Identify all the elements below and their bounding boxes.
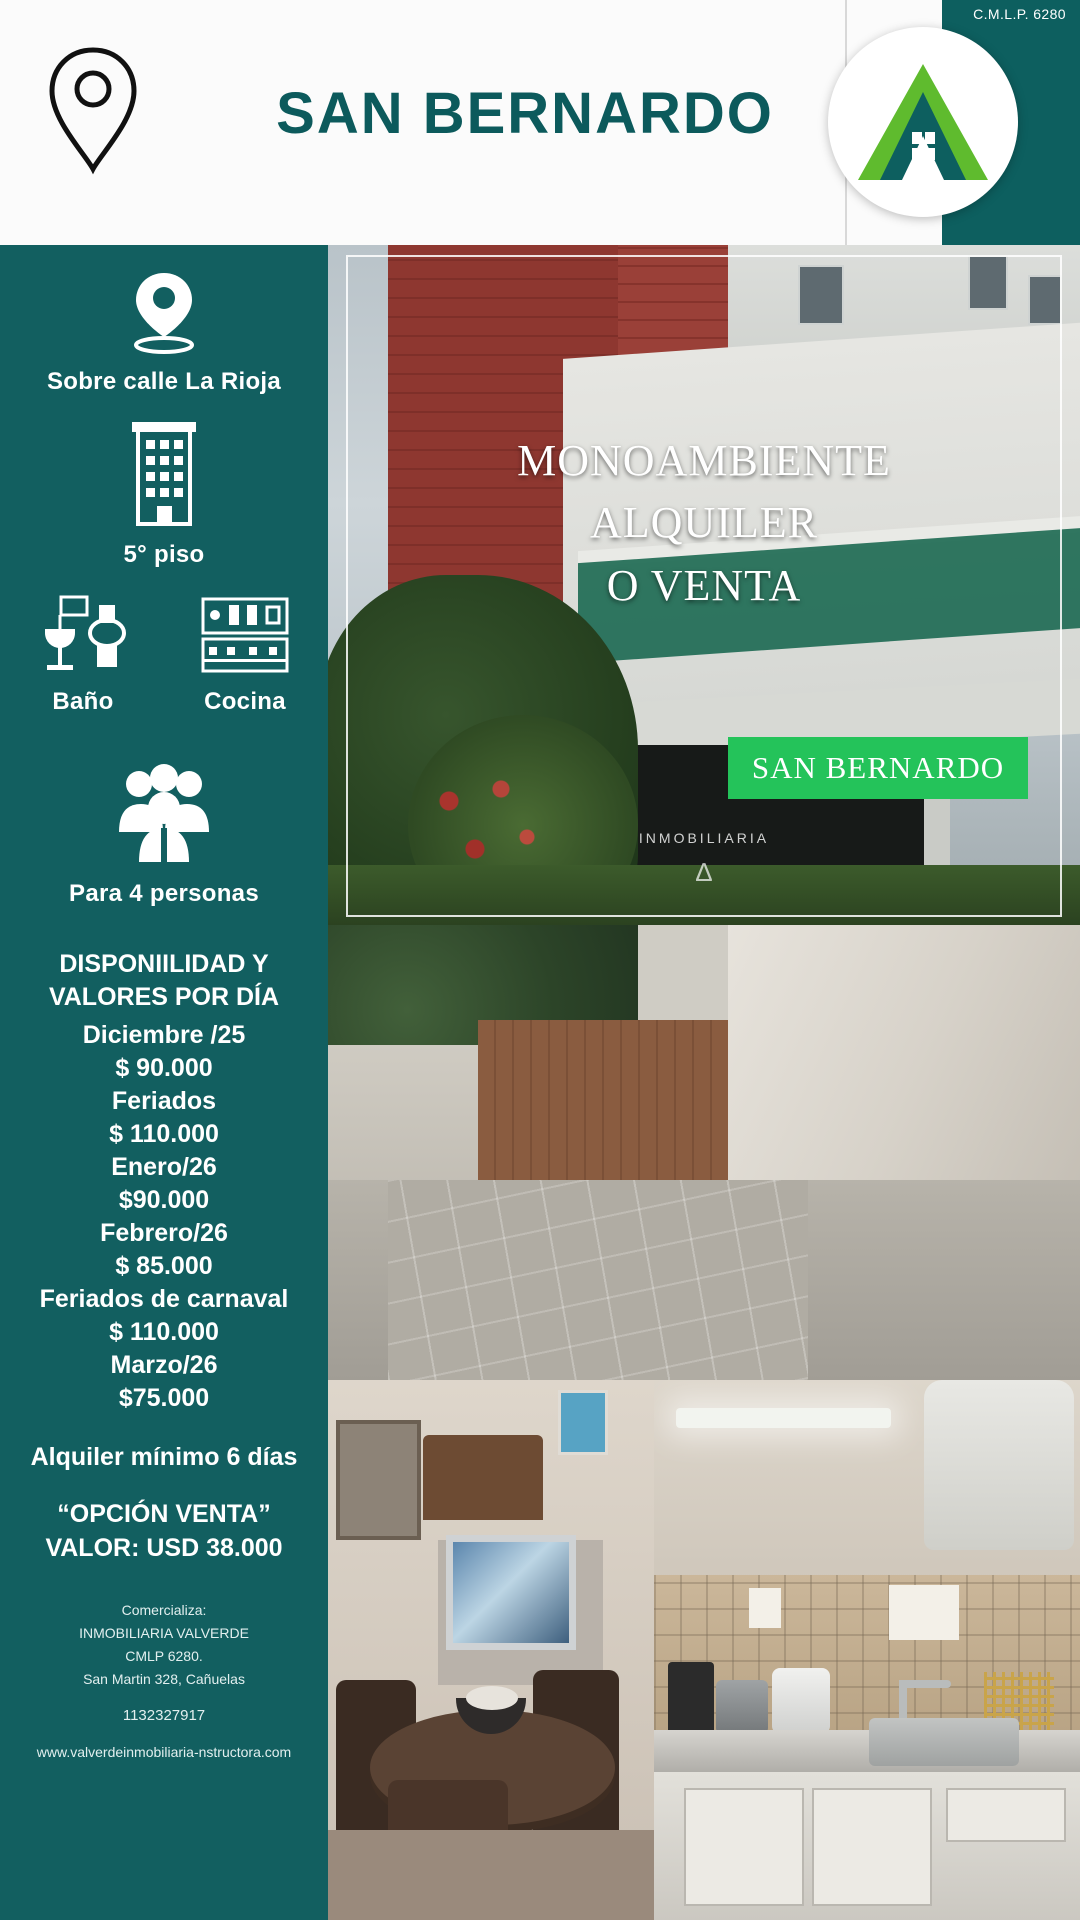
caption-line-1: MONOAMBIENTE (517, 436, 891, 485)
agency-footer (0, 1599, 328, 1691)
sink (869, 1718, 1019, 1766)
sale-option-label: “OPCIÓN VENTA” (57, 1500, 271, 1528)
feature-capacity (0, 762, 328, 908)
price-line: Febrero/26 (100, 1219, 228, 1247)
feature-bathroom-label: Baño (52, 688, 114, 715)
price-line: $ 110.000 (109, 1120, 219, 1148)
location-pin-icon (38, 42, 148, 177)
location-pin-icon (0, 267, 328, 360)
price-line: Diciembre /25 (82, 1021, 246, 1049)
main-caption (328, 430, 1080, 617)
footer-line-3: CMLP 6280. (125, 1647, 203, 1664)
cabinet-door (812, 1788, 932, 1906)
footer-line-4: San Martin 328, Cañuelas (83, 1671, 245, 1688)
contact-phone[interactable]: 1132327917 (122, 1707, 206, 1725)
price-line: $75.000 (118, 1384, 210, 1412)
mirror (336, 1420, 421, 1540)
sale-value-label: VALOR: USD 38.000 (45, 1533, 283, 1562)
caption-line-3: O VENTA (606, 560, 802, 610)
minimum-stay-label: Alquiler mínimo 6 días (30, 1443, 298, 1471)
caption-line-2: ALQUILER (590, 498, 818, 548)
kettle (772, 1668, 830, 1734)
tv-screen (453, 1542, 569, 1643)
price-line: Feriados (111, 1087, 217, 1115)
price-list (0, 1019, 328, 1415)
location-badge (728, 737, 1028, 799)
water-heater (924, 1380, 1074, 1550)
building-exterior-photo (328, 245, 1080, 925)
window (798, 265, 844, 325)
price-line: Enero/26 (111, 1153, 217, 1181)
footer-line-1: Comercializa: (121, 1601, 207, 1618)
price-line: $90.000 (118, 1186, 210, 1214)
feature-kitchen-label: Cocina (204, 688, 286, 715)
page-title: SAN BERNARDO (276, 81, 774, 146)
patio-floor-tiles (388, 1180, 808, 1380)
cabinet-drawer (946, 1788, 1066, 1842)
building-icon (0, 418, 328, 533)
coffee-maker (668, 1662, 714, 1734)
watermark-text: INMOBILIARIA (638, 830, 770, 846)
room-floor (328, 1830, 654, 1920)
website-url[interactable]: www.valverdeinmobiliaria-nstructora.com (36, 1744, 292, 1761)
wall-picture (558, 1390, 608, 1455)
feature-bathroom (28, 595, 138, 716)
price-line: $ 110.000 (109, 1318, 219, 1346)
people-group-icon (0, 762, 328, 872)
feature-pair-bath-kitchen (0, 595, 328, 716)
cmlp-registration-number: C.M.L.P. 6280 (973, 6, 1066, 22)
bathroom-icon (28, 595, 138, 680)
window (1028, 275, 1062, 325)
feature-location-label: Sobre calle La Rioja (46, 368, 282, 395)
wall-note (889, 1585, 959, 1640)
cabinet-door (684, 1788, 804, 1906)
pot (716, 1680, 768, 1734)
company-logo (828, 27, 1018, 217)
faucet (899, 1680, 907, 1722)
feature-capacity-label: Para 4 personas (69, 880, 259, 907)
location-badge-label: SAN BERNARDO (751, 750, 1005, 785)
television (446, 1535, 576, 1650)
ceiling-light (676, 1408, 891, 1428)
bed-headboard (423, 1435, 543, 1520)
feature-floor (0, 418, 328, 569)
header (0, 0, 1080, 245)
wall-note (749, 1588, 781, 1628)
info-sidebar (0, 245, 328, 1920)
availability-title: DISPONIILIDAD Y VALORES POR DÍA (48, 950, 280, 1011)
price-line: Marzo/26 (110, 1351, 218, 1379)
feature-location (0, 267, 328, 396)
watermark-mark: ∆ (696, 857, 712, 887)
price-line: $ 85.000 (115, 1252, 213, 1280)
window (968, 255, 1008, 310)
price-line: $ 90.000 (115, 1054, 213, 1082)
table-bowl-rim (466, 1686, 518, 1710)
feature-floor-label: 5° piso (123, 541, 205, 568)
feature-kitchen (190, 595, 300, 716)
patio-corridor-photo (328, 925, 1080, 1380)
kitchen-icon (190, 595, 300, 680)
kitchen-photo (654, 1380, 1080, 1920)
footer-line-2: INMOBILIARIA VALVERDE (79, 1624, 249, 1641)
valverde-logo-icon (848, 52, 998, 192)
price-line: Feriados de carnaval (39, 1285, 289, 1313)
living-dining-photo (328, 1380, 654, 1920)
